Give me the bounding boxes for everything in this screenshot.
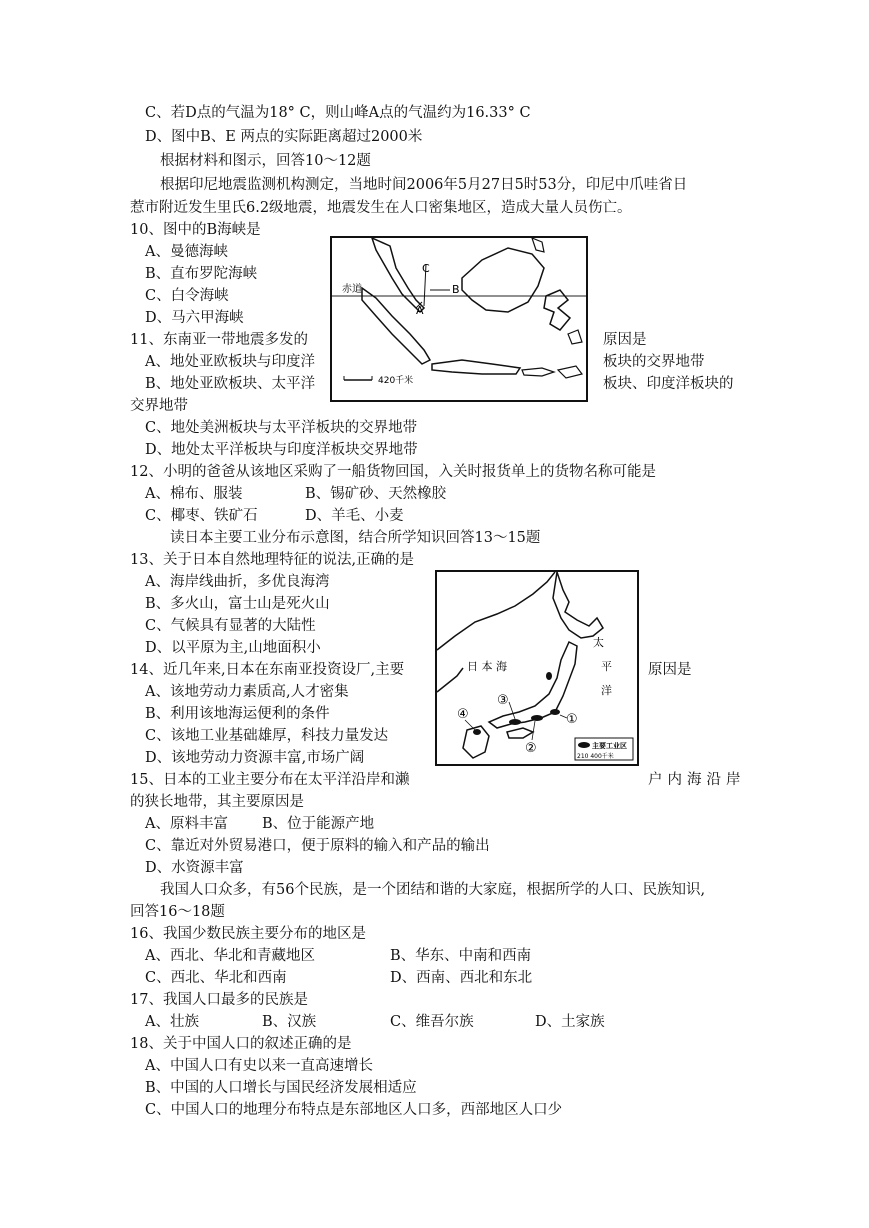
- option-c: C、椰枣、铁矿石: [145, 508, 258, 524]
- question-10: 10、图中的B海峡是: [130, 222, 261, 238]
- option-c: C、维吾尔族: [390, 1014, 474, 1030]
- option-d: D、以平原为主,山地面积小: [145, 640, 321, 656]
- option-d: D、地处太平洋板块与印度洋板块交界地带: [145, 442, 418, 458]
- option-b: B、地处亚欧板块、太平洋: [145, 376, 316, 392]
- option-a: A、地处亚欧板块与印度洋: [145, 354, 315, 370]
- option-c: C、地处美洲板块与太平洋板块的交界地带: [145, 420, 418, 436]
- question-15-cont: 户内海沿岸: [648, 772, 746, 788]
- option-a: A、该地劳动力素质高,人才密集: [145, 684, 349, 700]
- option-d: D、水资源丰富: [145, 860, 244, 876]
- option-c: C、靠近对外贸易港口，便于原料的输入和产品的输出: [145, 838, 490, 854]
- option-b-cont: 板块、印度洋板块的: [603, 376, 734, 392]
- equator-label: 赤道: [342, 284, 362, 295]
- marker-4: ④: [457, 707, 469, 722]
- option-a: A、中国人口有史以来一直高速增长: [145, 1058, 373, 1074]
- marker-2: ②: [525, 741, 537, 756]
- pacific-label-3: 洋: [601, 684, 612, 697]
- pacific-label-2: 平: [601, 660, 612, 673]
- japan-industry-map: [435, 570, 639, 766]
- paragraph-line: 根据印尼地震监测机构测定，当地时间2006年5月27日5时53分，印尼中爪哇省日: [160, 177, 688, 193]
- option-c: C、白令海峡: [145, 288, 229, 304]
- legend-label: 主要工业区: [592, 742, 627, 750]
- option-b: B、利用该地海运便利的条件: [145, 706, 330, 722]
- question-11-cont: 原因是: [603, 332, 647, 348]
- option-a: A、原料丰富: [145, 816, 228, 832]
- section-intro: 读日本主要工业分布示意图，结合所学知识回答13～15题: [170, 530, 541, 546]
- marker-3: ③: [497, 693, 509, 708]
- option-d: D、土家族: [535, 1014, 605, 1030]
- question-15: 15、日本的工业主要分布在太平洋沿岸和濑: [130, 772, 410, 788]
- option-text: C、若D点的气温为18° C，则山峰A点的气温约为16.33° C: [145, 105, 531, 121]
- option-c: C、中国人口的地理分布特点是东部地区人口多，西部地区人口少: [145, 1102, 563, 1118]
- question-12: 12、小明的爸爸从该地区采购了一船货物回国，入关时报货单上的货物名称可能是: [130, 464, 656, 480]
- point-a-label: A: [416, 304, 424, 317]
- option-text: D、图中B、E 两点的实际距离超过2000米: [145, 129, 423, 145]
- point-c-label: C: [422, 262, 430, 275]
- option-a: A、西北、华北和青藏地区: [145, 948, 315, 964]
- option-b-wrap: 交界地带: [130, 398, 188, 414]
- option-b: B、锡矿砂、天然橡胶: [305, 486, 447, 502]
- southeast-asia-map-drawing: [332, 238, 586, 400]
- question-11: 11、东南亚一带地震多发的: [130, 332, 308, 348]
- question-14-cont: 原因是: [648, 662, 692, 678]
- option-a: A、壮族: [145, 1014, 199, 1030]
- option-b: B、多火山，富士山是死火山: [145, 596, 330, 612]
- option-a: A、棉布、服装: [145, 486, 243, 502]
- option-a: A、海岸线曲折，多优良海湾: [145, 574, 330, 590]
- question-13: 13、关于日本自然地理特征的说法,正确的是: [130, 552, 415, 568]
- scale-label: 210 400千米: [577, 753, 614, 760]
- option-c: C、气候具有显著的大陆性: [145, 618, 316, 634]
- option-d: D、该地劳动力资源丰富,市场广阔: [145, 750, 365, 766]
- section-intro: 我国人口众多，有56个民族，是一个团结和谐的大家庭，根据所学的人口、民族知识,: [160, 882, 706, 898]
- option-a-cont: 板块的交界地带: [603, 354, 705, 370]
- option-d: D、羊毛、小麦: [305, 508, 404, 524]
- pacific-label-1: 太: [593, 636, 604, 649]
- option-d: D、西南、西北和东北: [390, 970, 533, 986]
- option-b: B、中国的人口增长与国民经济发展相适应: [145, 1080, 417, 1096]
- question-14: 14、近几年来,日本在东南亚投资设厂,主要: [130, 662, 405, 678]
- question-15-wrap: 的狭长地带，其主要原因是: [130, 794, 304, 810]
- marker-1: ①: [566, 712, 578, 727]
- option-b: B、汉族: [262, 1014, 317, 1030]
- option-a: A、曼德海峡: [145, 244, 228, 260]
- option-d: D、马六甲海峡: [145, 310, 244, 326]
- question-17: 17、我国人口最多的民族是: [130, 992, 308, 1008]
- section-intro-wrap: 回答16～18题: [130, 904, 225, 920]
- section-intro: 根据材料和图示，回答10～12题: [160, 153, 371, 169]
- sea-of-japan-label: 日 本 海: [467, 660, 507, 673]
- paragraph-line: 惹市附近发生里氏6.2级地震，地震发生在人口密集地区，造成大量人员伤亡。: [130, 200, 632, 216]
- question-16: 16、我国少数民族主要分布的地区是: [130, 926, 366, 942]
- option-c: C、西北、华北和西南: [145, 970, 287, 986]
- scale-label: 420千米: [378, 376, 414, 386]
- option-c: C、该地工业基础雄厚，科技力量发达: [145, 728, 389, 744]
- japan-industry-map-drawing: [437, 572, 637, 764]
- option-b: B、位于能源产地: [262, 816, 375, 832]
- option-b: B、华东、中南和西南: [390, 948, 532, 964]
- question-18: 18、关于中国人口的叙述正确的是: [130, 1036, 352, 1052]
- southeast-asia-map: [330, 236, 588, 402]
- option-b: B、直布罗陀海峡: [145, 266, 258, 282]
- point-b-label: B: [452, 283, 460, 296]
